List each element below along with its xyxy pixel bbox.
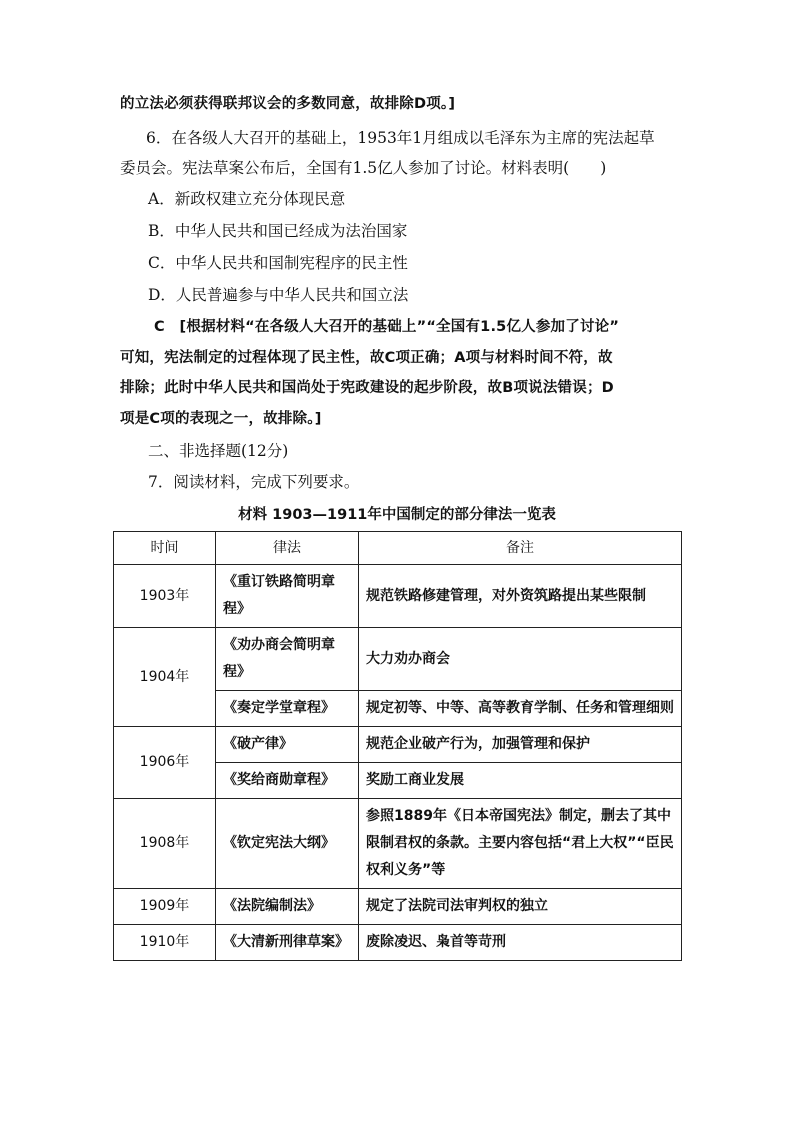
law-cell: 《奏定学堂章程》 xyxy=(216,691,359,727)
option-c: C．中华人民共和国制宪程序的民主性 xyxy=(148,254,408,272)
option-a: A．新政权建立充分体现民意 xyxy=(148,190,346,208)
answer-line-2: 可知，宪法制定的过程体现了民主性，故C项正确；A项与材料时间不符，故 xyxy=(120,350,613,366)
law-table xyxy=(113,531,682,961)
option-d: D．人民普遍参与中华人民共和国立法 xyxy=(148,286,409,304)
table-row xyxy=(114,565,682,628)
table-caption: 材料 1903—1911年中国制定的部分律法一览表 xyxy=(238,507,556,523)
year-cell: 1906年 xyxy=(114,727,216,799)
law-cell: 《劝办商会简明章程》 xyxy=(216,628,359,691)
note-cell: 规定了法院司法审判权的独立 xyxy=(359,889,682,925)
law-cell: 《破产律》 xyxy=(216,727,359,763)
year-cell: 1909年 xyxy=(114,889,216,925)
year-cell: 1910年 xyxy=(114,925,216,961)
law-cell: 《钦定宪法大纲》 xyxy=(216,799,359,889)
answer-line-1: C [根据材料“在各级人大召开的基础上”“全国有1.5亿人参加了讨论” xyxy=(154,319,620,335)
table-header-row xyxy=(114,532,682,565)
table-row xyxy=(114,628,682,691)
year-cell: 1908年 xyxy=(114,799,216,889)
year-cell: 1904年 xyxy=(114,628,216,727)
question-6-stem-line2: 委员会。宪法草案公布后，全国有1.5亿人参加了讨论。材料表明( ) xyxy=(120,159,607,177)
note-cell: 废除凌迟、枭首等苛刑 xyxy=(359,925,682,961)
note-cell: 规范企业破产行为，加强管理和保护 xyxy=(359,727,682,763)
law-cell: 《重订铁路简明章程》 xyxy=(216,565,359,628)
law-cell: 《法院编制法》 xyxy=(216,889,359,925)
answer-line-3: 排除；此时中华人民共和国尚处于宪政建设的起步阶段，故B项说法错误；D xyxy=(120,380,614,396)
option-b: B．中华人民共和国已经成为法治国家 xyxy=(148,222,408,240)
question-6-stem-line1: 6．在各级人大召开的基础上，1953年1月组成以毛泽东为主席的宪法起草 xyxy=(146,129,655,147)
law-cell: 《大清新刑律草案》 xyxy=(216,925,359,961)
header-note: 备注 xyxy=(359,532,682,565)
prev-answer-tail: 的立法必须获得联邦议会的多数同意，故排除D项。] xyxy=(120,96,456,112)
table-row xyxy=(114,889,682,925)
note-cell: 规范铁路修建管理，对外资筑路提出某些限制 xyxy=(359,565,682,628)
answer-line-4: 项是C项的表现之一，故排除。] xyxy=(120,411,322,427)
section-title: 二、非选择题(12分) xyxy=(148,442,289,460)
note-cell: 参照1889年《日本帝国宪法》制定，删去了其中限制君权的条款。主要内容包括“君上大权”“臣民权利义务”等 xyxy=(359,799,682,889)
header-time: 时间 xyxy=(114,532,216,565)
note-cell: 大力劝办商会 xyxy=(359,628,682,691)
note-cell: 奖励工商业发展 xyxy=(359,763,682,799)
table-row xyxy=(114,925,682,961)
law-cell: 《奖给商勋章程》 xyxy=(216,763,359,799)
table-row xyxy=(114,799,682,889)
table-row xyxy=(114,727,682,763)
year-cell: 1903年 xyxy=(114,565,216,628)
header-law: 律法 xyxy=(216,532,359,565)
question-7-stem: 7．阅读材料，完成下列要求。 xyxy=(148,473,360,491)
note-cell: 规定初等、中等、高等教育学制、任务和管理细则 xyxy=(359,691,682,727)
